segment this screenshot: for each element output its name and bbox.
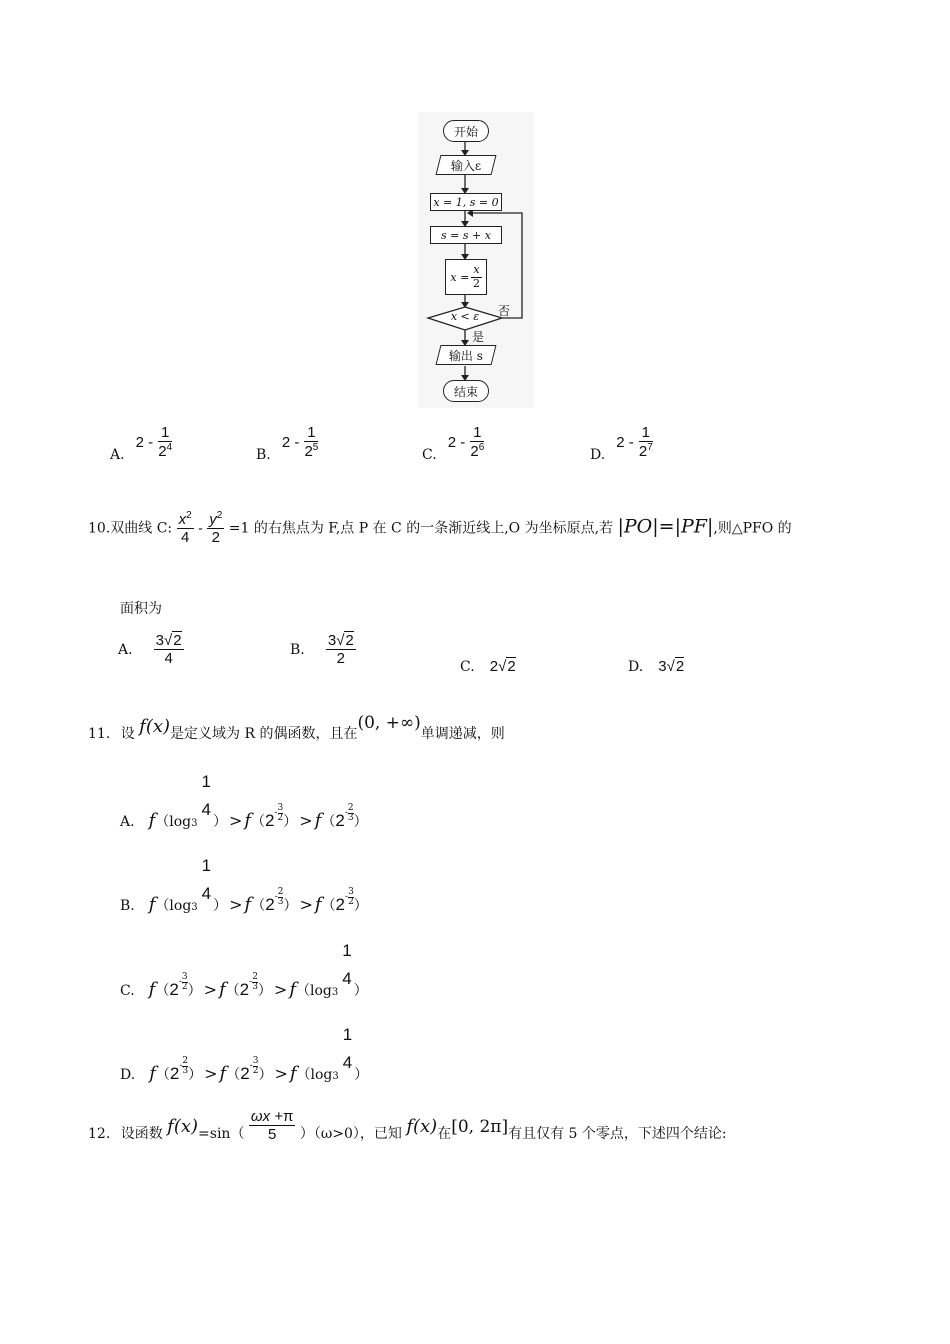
q12-arg-frac xyxy=(249,1108,295,1144)
q11-lparen: （ xyxy=(321,897,336,914)
q11-log-term: log3 xyxy=(169,897,198,914)
q9-option-num: 1 xyxy=(304,424,318,442)
q11-log-term: log3 xyxy=(310,1066,339,1083)
flowchart-input xyxy=(436,155,497,175)
q12-in: 在 xyxy=(437,1125,452,1142)
q12-number: 12. xyxy=(88,1125,111,1142)
q11-f-symbol: f xyxy=(314,809,322,831)
q11-lparen: （ xyxy=(155,897,170,914)
q10-option-b xyxy=(290,632,356,668)
q10-abs-pf: |PF| xyxy=(674,515,714,538)
q11-option-letter: B. xyxy=(120,897,135,914)
q9-option-a xyxy=(110,424,172,461)
q9-option-letter: A. xyxy=(110,446,125,463)
flowchart-yes-label: 是 xyxy=(472,330,485,344)
q11-fx: f(x) xyxy=(139,716,171,737)
flowchart-update-s-text: s = s + x xyxy=(441,228,491,242)
q12-cond: ）（ω>0），已知 xyxy=(299,1125,402,1142)
q9-option-whole: 2 - xyxy=(447,433,466,451)
q12-arg-den: 5 xyxy=(267,1126,277,1144)
q10-option-value: 2√2 xyxy=(489,658,516,675)
q9-option-c xyxy=(422,424,484,461)
q10-option-d xyxy=(628,656,684,675)
q11-f-symbol: f xyxy=(289,978,296,1000)
q11-f-symbol: f xyxy=(219,978,226,1000)
q11-rparen: ） xyxy=(283,813,298,830)
q11-tail: 单调递减，则 xyxy=(420,726,505,742)
q11-lparen: （ xyxy=(251,897,266,914)
flowchart-init xyxy=(430,193,502,211)
q10-y-num: $y^2$ xyxy=(209,510,223,528)
q11-lead: 设 xyxy=(120,726,135,742)
flowchart-update-x xyxy=(445,259,487,295)
q11-f-symbol: f xyxy=(244,809,252,831)
q12-tail: 有且仅有 5 个零点，下述四个结论: xyxy=(508,1125,727,1142)
q9-option-den: $2^5$ xyxy=(304,442,319,461)
q10-option-c xyxy=(460,656,516,675)
q11-lparen: （ xyxy=(155,1066,170,1083)
q11-f-symbol: f xyxy=(148,809,156,831)
flowchart-update-s xyxy=(430,226,502,244)
q10-option-frac xyxy=(326,632,356,668)
q11-option-c xyxy=(120,941,368,1000)
q10-option-value: 3√2 xyxy=(658,658,685,675)
q11-lparen: （ xyxy=(155,813,170,830)
q10-option-frac xyxy=(154,632,184,668)
q11-rparen: ） xyxy=(354,1066,369,1083)
q10-option-letter: B. xyxy=(290,642,305,659)
q9-option-den: $2^4$ xyxy=(158,442,173,461)
q11-power-term: 2- $\frac{2}{3}$ xyxy=(239,971,258,999)
q11-gt: > xyxy=(299,894,313,914)
q12-fx: f(x) xyxy=(167,1115,199,1137)
q10-number: 10. xyxy=(88,520,111,537)
q10-option-letter: D. xyxy=(628,659,644,675)
q11-f-symbol: f xyxy=(314,893,322,915)
q11-option-a xyxy=(120,772,368,831)
flowchart-condition-text xyxy=(446,310,484,323)
q11-lparen: （ xyxy=(321,813,336,830)
q10-y-frac xyxy=(207,510,224,547)
q10-line2: 面积为 xyxy=(120,601,162,617)
q9-option-letter: D. xyxy=(590,446,606,463)
q9-option-num: 1 xyxy=(470,424,484,442)
flowchart-init-text: x = 1, s = 0 xyxy=(433,195,499,209)
q11-power-term: 2- $\frac{3}{2}$ xyxy=(265,802,284,830)
q11-log-term: log3 xyxy=(310,982,339,999)
q9-option-frac xyxy=(304,424,318,461)
q10-option-num: 3√2 xyxy=(327,632,354,649)
q9-option-letter: B. xyxy=(256,446,271,463)
q9-option-num: 1 xyxy=(639,424,653,442)
q11-rparen: ） xyxy=(213,897,228,914)
q11-log-frac: 1 4 xyxy=(201,856,212,903)
q11-gt: > xyxy=(204,1063,218,1083)
q11-log-frac: 1 4 xyxy=(201,772,211,819)
q11-option-d xyxy=(120,1025,369,1084)
q11-f-symbol: f xyxy=(149,1062,156,1084)
q11-f-symbol: f xyxy=(219,1062,227,1084)
q9-option-den: $2^7$ xyxy=(638,442,653,461)
flowchart-update-x-lhs: x = xyxy=(450,270,470,284)
q9-option-frac xyxy=(158,424,172,461)
flowchart-input-text: 输入ε xyxy=(450,158,482,173)
q9-option-whole: 2 - xyxy=(616,433,634,451)
q10-x-num: $x^2$ xyxy=(178,510,192,528)
flowchart-end-text: 结束 xyxy=(453,384,478,399)
q11-lparen: （ xyxy=(296,982,310,999)
q11-rparen: ） xyxy=(353,982,368,999)
q11-number: 11. xyxy=(88,726,111,742)
q10-option-a xyxy=(118,632,184,668)
q11-option-letter: D. xyxy=(120,1066,136,1083)
q10-minus: - xyxy=(198,519,203,536)
q11-power-term: 2- $\frac{3}{2}$ xyxy=(169,971,188,999)
q11-power-term: 2- $\frac{3}{2}$ xyxy=(240,1055,259,1083)
flowchart-start-text: 开始 xyxy=(453,124,478,139)
q11-power-term: 2- $\frac{3}{2}$ xyxy=(335,886,354,914)
flowchart-output xyxy=(436,345,497,365)
q11-f-symbol: f xyxy=(244,893,252,915)
q9-option-den: $2^6$ xyxy=(470,442,485,461)
flowchart-end xyxy=(443,380,489,402)
q12-arg-num: ωx +π xyxy=(250,1108,294,1125)
q11-gt: > xyxy=(228,810,243,830)
q10-tail: ,则△PFO 的 xyxy=(713,520,792,537)
q11-lparen: （ xyxy=(225,982,240,999)
q11-rparen: ） xyxy=(188,1066,203,1083)
flowchart-start xyxy=(443,120,489,142)
q11-power-term: 2- $\frac{2}{3}$ xyxy=(265,886,284,914)
q10-eq: = xyxy=(658,515,675,538)
q11-rparen: ） xyxy=(212,813,227,830)
flowchart-update-x-num: x xyxy=(473,262,480,276)
q11-rparen: ） xyxy=(353,897,368,914)
q9-option-d xyxy=(590,424,653,461)
q11-mid: 是定义域为 R 的偶函数，且在 xyxy=(170,726,358,742)
q10-option-den: 4 xyxy=(164,650,173,668)
q11-log-frac: 1 4 xyxy=(342,1025,353,1072)
q11-rparen: ） xyxy=(353,813,368,830)
q11-gt: > xyxy=(274,1063,288,1083)
q11-lparen: （ xyxy=(296,1066,311,1083)
q11-log-frac: 1 4 xyxy=(342,941,352,988)
q10-x-den: 4 xyxy=(180,529,190,547)
q11-gt: > xyxy=(273,979,288,999)
q10-option-letter: C. xyxy=(460,659,475,675)
q12-eq-sin: =sin（ xyxy=(198,1125,245,1142)
q11-lparen: （ xyxy=(226,1066,241,1083)
q10-stem xyxy=(88,510,792,547)
q11-gt: > xyxy=(203,979,217,999)
q9-option-frac xyxy=(470,424,484,461)
q9-option-num: 1 xyxy=(158,424,172,442)
q10-option-den: 2 xyxy=(336,650,345,668)
q11-gt: > xyxy=(229,894,243,914)
q11-log-term: log3 xyxy=(169,813,198,830)
q12-lead: 设函数 xyxy=(120,1125,163,1142)
flowchart xyxy=(418,112,534,408)
q11-option-letter: A. xyxy=(120,813,135,830)
q10-abs-po: |PO| xyxy=(617,515,659,538)
q9-option-frac xyxy=(639,424,653,461)
q11-gt: > xyxy=(299,810,313,830)
q11-rparen: ） xyxy=(258,1066,273,1083)
q11-power-term: 2- $\frac{2}{3}$ xyxy=(335,802,354,830)
q11-f-symbol: f xyxy=(289,1062,297,1084)
q11-rparen: ） xyxy=(283,897,298,914)
q11-lparen: （ xyxy=(251,813,266,830)
q12-fx2: f(x) xyxy=(406,1115,438,1137)
q11-option-letter: C. xyxy=(120,982,135,999)
flowchart-condition-label: x < ε xyxy=(450,310,480,323)
q9-option-b xyxy=(256,424,318,461)
q11-rparen: ） xyxy=(257,982,272,999)
q9-option-letter: C. xyxy=(422,446,437,463)
q10-option-letter: A. xyxy=(118,642,133,659)
q11-power-term: 2- $\frac{2}{3}$ xyxy=(169,1055,189,1083)
q11-rparen: ） xyxy=(187,982,202,999)
q11-lparen: （ xyxy=(155,982,170,999)
q9-option-whole: 2 - xyxy=(281,433,300,451)
q10-x-frac xyxy=(177,510,194,547)
q10-eq-text: =1 的右焦点为 F,点 P 在 C 的一条渐近线上,O 为坐标原点,若 xyxy=(228,520,614,537)
flowchart-no-label: 否 xyxy=(498,304,511,318)
q11-f-symbol: f xyxy=(148,893,156,915)
q11-f-symbol: f xyxy=(148,978,156,1000)
q10-y-den: 2 xyxy=(211,529,220,547)
q10-option-num: 3√2 xyxy=(155,632,182,649)
flowchart-update-x-den: 2 xyxy=(472,276,480,290)
q9-option-whole: 2 - xyxy=(135,433,154,451)
q12-stem xyxy=(88,1108,727,1152)
q10-prefix: 双曲线 C: xyxy=(110,520,173,537)
q12-interval: [0, 2π] xyxy=(451,1116,509,1137)
q11-option-b xyxy=(120,856,368,915)
flowchart-output-text: 输出 s xyxy=(449,348,483,363)
q11-stem xyxy=(88,713,505,743)
flowchart-update-x-frac xyxy=(471,264,481,290)
q11-interval: (0, +∞) xyxy=(357,713,421,733)
